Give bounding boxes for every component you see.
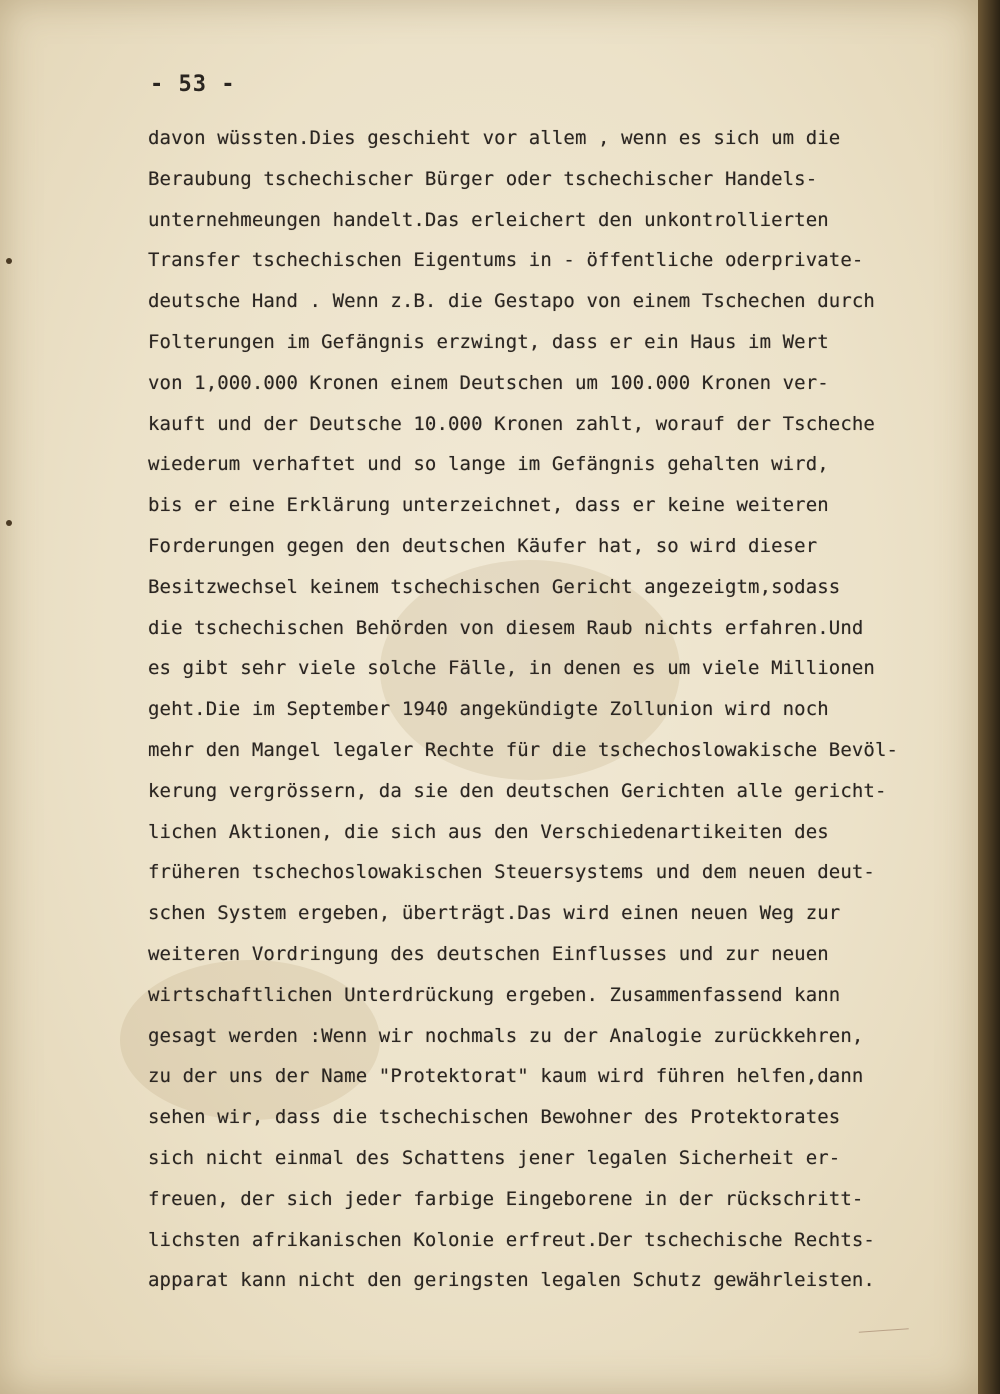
text-line: lichen Aktionen, die sich aus den Verschiedenartikeiten des [148,820,829,843]
text-line: von 1,000.000 Kronen einem Deutschen um 100.000 Kronen ver- [148,371,829,394]
text-line: zu der uns der Name "Protektorat" kaum wird führen helfen,dann [148,1065,864,1088]
text-line: apparat kann nicht den geringsten legalen Schutz gewährleisten. [148,1269,875,1292]
text-line: es gibt sehr viele solche Fälle, in denen es um viele Millionen [148,657,875,680]
text-line: Forderungen gegen den deutschen Käufer hat, so wird dieser [148,534,818,557]
text-line: mehr den Mangel legaler Rechte für die tschechoslowakische Bevöl- [148,738,899,761]
text-line: freuen, der sich jeder farbige Eingeborene in der rückschritt- [148,1187,864,1210]
text-line: kerung vergrössern, da sie den deutschen Gerichten alle gericht- [148,779,887,802]
text-line: schen System ergeben, überträgt.Das wird einen neuen Weg zur [148,902,841,925]
text-line: Beraubung tschechischer Bürger oder tschechischer Handels- [148,167,818,190]
text-line: deutsche Hand . Wenn z.B. die Gestapo von einem Tschechen durch [148,290,875,313]
text-line: bis er eine Erklärung unterzeichnet, dass er keine weiteren [148,494,829,517]
text-line: gesagt werden :Wenn wir nochmals zu der Analogie zurückkehren, [148,1024,864,1047]
text-line: früheren tschechoslowakischen Steuersystems und dem neuen deut- [148,861,875,884]
text-line: davon wüssten.Dies geschieht vor allem , wenn es sich um die [148,127,841,149]
text-line: Besitzwechsel keinem tschechischen Gericht angezeigtm,sodass [148,575,841,598]
text-line: weiteren Vordringung des deutschen Einflusses und zur neuen [148,942,829,965]
text-line: sehen wir, dass die tschechischen Bewohner des Protektorates [148,1106,841,1129]
text-line: lichsten afrikanischen Kolonie erfreut.Der tschechische Rechts- [148,1228,875,1251]
pencil-mark [857,1306,908,1332]
text-line: Transfer tschechischen Eigentums in - öffentliche oderprivate- [148,249,864,272]
punch-hole-mark [6,258,12,264]
text-line: sich nicht einmal des Schattens jener legalen Sicherheit er- [148,1146,841,1169]
text-line: Folterungen im Gefängnis erzwingt, dass er ein Haus im Wert [148,330,829,353]
text-line: wirtschaftlichen Unterdrückung ergeben. Zusammenfassend kann [148,983,841,1006]
text-line: unternehmeungen handelt.Das erleichert den unkontrollierten [148,208,829,231]
page-number: - 53 - [150,72,236,97]
text-line: kauft und der Deutsche 10.000 Kronen zahlt, worauf der Tscheche [148,412,875,435]
punch-hole-mark [6,520,12,526]
text-line: wiederum verhaftet und so lange im Gefängnis gehalten wird, [148,453,829,476]
scan-background-edge [978,0,1000,1394]
text-line: die tschechischen Behörden von diesem Raub nichts erfahren.Und [148,616,864,639]
body-text [148,118,948,1301]
text-line: geht.Die im September 1940 angekündigte Zollunion wird noch [148,698,829,721]
